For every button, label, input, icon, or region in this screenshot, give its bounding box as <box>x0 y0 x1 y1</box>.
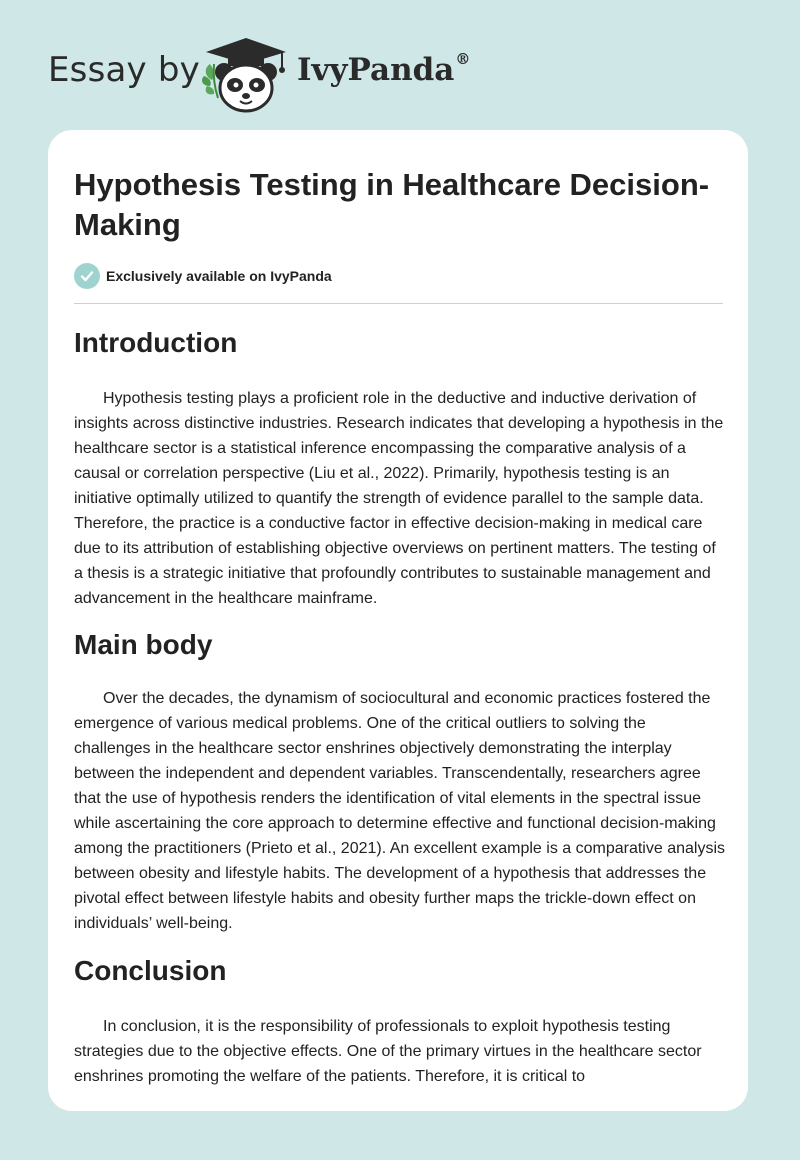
section-heading-main-body: Main body <box>74 629 213 660</box>
section-text-conclusion: In conclusion, it is the responsibility of professionals to exploit hypothesis testing strategies due to the objective effects. One of the primary virtues in the healthcare sector enshrines promoting the welfare of the patients. Therefore, it is critical to <box>74 1018 702 1085</box>
section-heading-introduction: Introduction <box>74 327 238 358</box>
content-fade <box>48 1091 748 1111</box>
brand-name-text: IvyPanda <box>297 52 455 88</box>
section-text-main-body: Over the decades, the dynamism of sociocultural and economic practices fostered the emergence of various medical problems. One of the critical outliers to solving the challenges in the healthcare sector enshrines objectively demonstrating the interplay between the independent and dependent variables. Transcendentally, researchers agree that the use of hypothesis renders the identification of vital elements in the spectral issue while ascertaining the core approach to determine effective and functional decision-making among the practitioners (Prieto et al., 2021). An excellent example is a comparative analysis between obesity and lifestyle habits. The development of a hypothesis that addresses the pivotal effect between lifestyle habits and obesity further maps the trickle-down effect on individuals’ well-being. <box>74 690 725 932</box>
divider <box>74 303 723 304</box>
exclusive-badge <box>74 263 332 289</box>
site-header <box>0 0 800 125</box>
checkmark-icon <box>74 263 100 289</box>
brand-name[interactable] <box>297 52 470 88</box>
section-text-introduction: Hypothesis testing plays a proficient role in the deductive and inductive derivation of insights across distinctive industries. Research indicates that developing a hypothesis in the healthcare sector is a statistical inference encompassing the comparative analysis of a causal or correlation perspective (Liu et al., 2022). Primarily, hypothesis testing is an initiative optimally utilized to quantify the strength of evidence parallel to the sample data. Therefore, the practice is a conductive factor in effective decision-making in medical care due to its attribution of establishing objective overviews on pertinent matters. The testing of a thesis is a strategic initiative that profoundly contributes to sustainable management and advancement in the healthcare mainframe. <box>74 390 724 607</box>
badge-text: Exclusively available on IvyPanda <box>106 268 332 284</box>
brand-prefix: Essay by <box>48 50 200 90</box>
essay-title: Hypothesis Testing in Healthcare Decision-Making <box>74 167 710 242</box>
registered-mark: ® <box>455 50 471 68</box>
panda-graduation-cap-icon[interactable] <box>198 34 294 114</box>
section-heading-conclusion: Conclusion <box>74 955 227 986</box>
essay-card <box>48 130 748 1111</box>
